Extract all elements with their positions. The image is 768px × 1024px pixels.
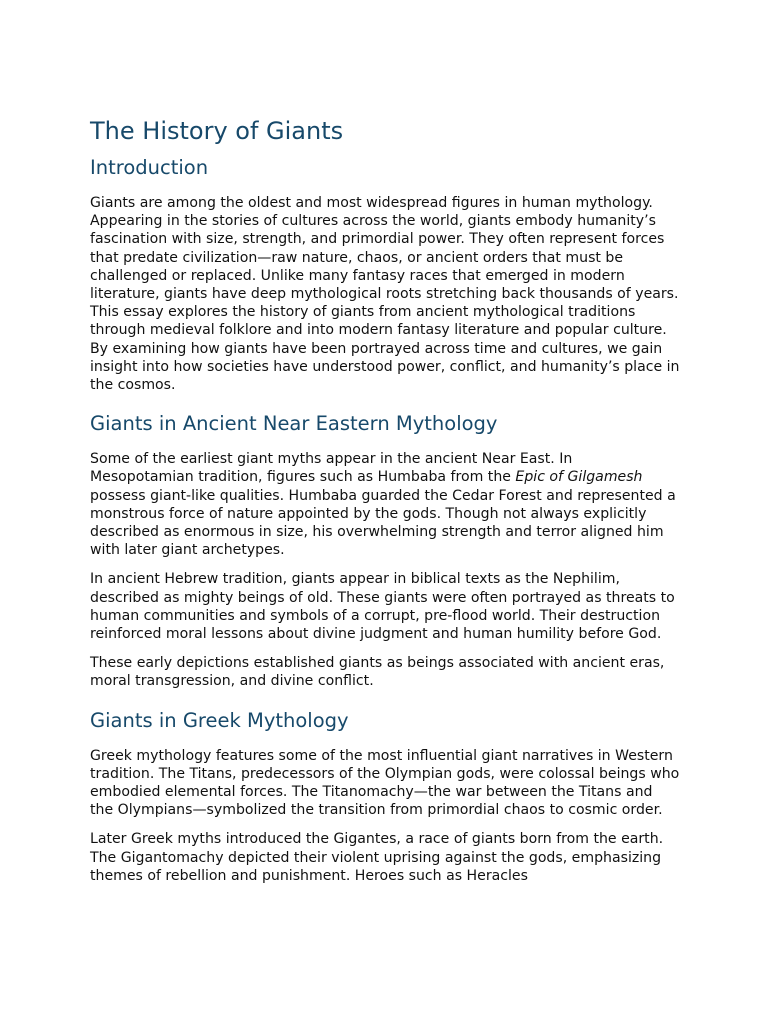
near-east-p1-text-after: possess giant-like qualities. Humbaba guarded the Cedar Forest and represented a monstrous force of nature appointed by the gods. Though not always explicitly described as enormous in size, his overwhelming strength and terror aligned him with later giant archetypes. [90,487,676,559]
document-page [90,114,680,885]
near-east-p1-text-before: Some of the earliest giant myths appear in the ancient Near East. In Mesopotamian tradition, figures such as Humbaba from the [90,451,573,486]
document-title: The History of Giants [90,117,344,145]
heading-greek: Giants in Greek Mythology [90,708,349,732]
near-east-paragraph-1 [90,450,680,559]
near-east-paragraph-2: In ancient Hebrew tradition, giants appear in biblical texts as the Nephilim, described as mighty beings of old. These giants were often portrayed as threats to human communities and symbols of a corrupt, pre-flood world. Their destruction reinforced moral lessons about divine judgment and human humility before God. [90,571,675,643]
greek-paragraph-1: Greek mythology features some of the most influential giant narratives in Western tradition. The Titans, predecessors of the Olympian gods, were colossal beings who embodied elemental forces. The Titanomachy—the war between the Titans and the Olympians—symbolized the transition from primordial chaos to cosmic order. [90,747,680,819]
heading-introduction: Introduction [90,156,209,179]
heading-near-east: Giants in Ancient Near Eastern Mythology [90,412,498,436]
greek-paragraph-2: Later Greek myths introduced the Gigantes, a race of giants born from the earth. The Gigantomachy depicted their violent uprising against the gods, emphasizing themes of rebellion and punishment. Heroes such as Heracles [90,831,664,884]
intro-paragraph: Giants are among the oldest and most widespread figures in human mythology. Appearing in the stories of cultures across the world, giants embody humanity’s fascination with size, strength, and primordial power. They often represent forces that predate civilization—raw nature, chaos, or ancient orders that must be challenged or replaced. Unlike many fantasy races that emerged in modern literature, giants have deep mythological roots stretching back thousands of years. This essay explores the history of giants from ancient mythological traditions through medieval folklore and into modern fantasy literature and popular culture. By examining how giants have been portrayed across time and cultures, we gain insight into how societies have understood power, conflict, and humanity’s place in the cosmos. [90,195,680,394]
near-east-paragraph-3: These early depictions established giants as beings associated with ancient eras, moral transgression, and divine conflict. [90,655,665,690]
epic-title: Epic of Gilgamesh [515,469,643,486]
